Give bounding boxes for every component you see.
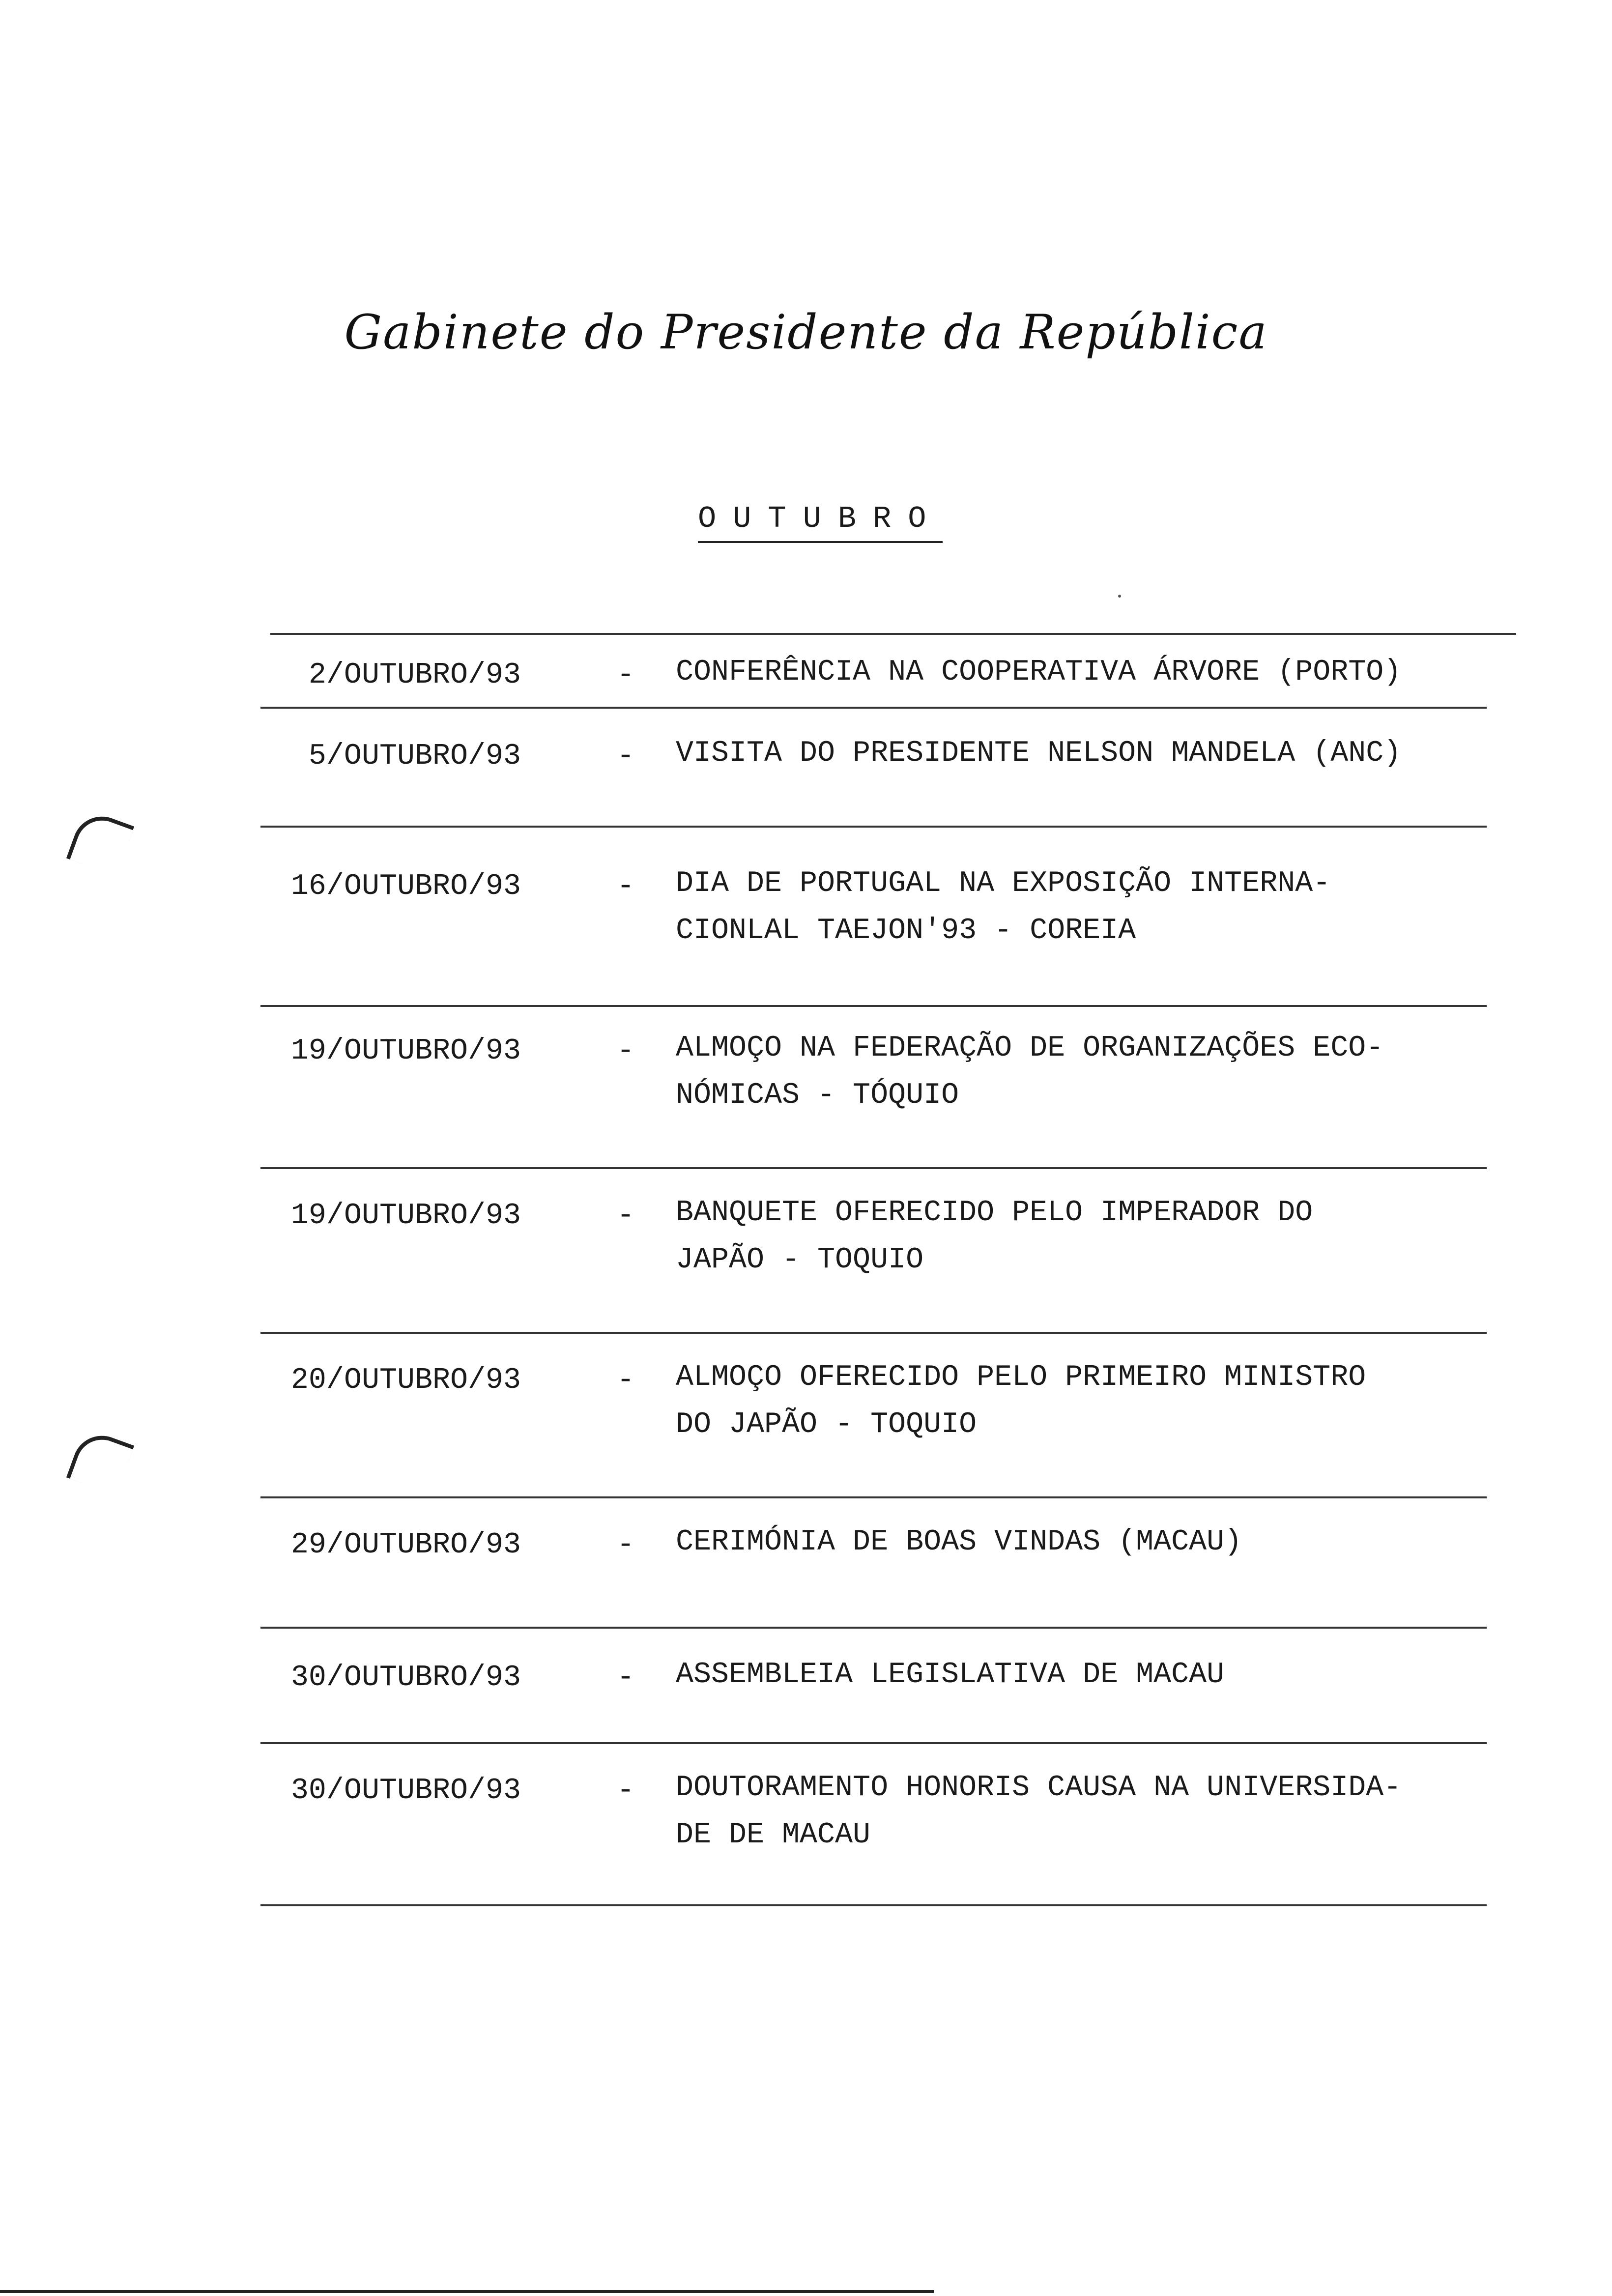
event-description-line: ASSEMBLEIA LEGISLATIVA DE MACAU (676, 1658, 1225, 1692)
month-title: OUTUBRO (698, 501, 943, 543)
bottom-edge-rule (0, 2290, 934, 2293)
event-description-line: ALMOÇO NA FEDERAÇÃO DE ORGANIZAÇÕES ECO- (676, 1032, 1384, 1065)
event-date: 2/OUTUBRO/93 (308, 659, 521, 692)
row-separator (260, 1005, 1487, 1007)
event-dash: - (617, 1774, 635, 1808)
punch-mark-bottom (66, 1428, 134, 1495)
event-date: 29/OUTUBRO/93 (290, 1528, 521, 1562)
event-date: 20/OUTUBRO/93 (290, 1364, 521, 1397)
event-dash: - (617, 1199, 635, 1233)
event-description (676, 1651, 1224, 1698)
event-description (676, 1519, 1242, 1566)
speck (1118, 595, 1121, 598)
event-dash: - (617, 870, 635, 903)
event-date: 30/OUTUBRO/93 (290, 1774, 521, 1808)
event-description-line: JAPÃO - TOQUIO (676, 1243, 924, 1277)
letterhead: Gabinete do Presidente da República (344, 305, 1268, 360)
row-separator (260, 1742, 1487, 1744)
event-description-line: DO JAPÃO - TOQUIO (676, 1408, 977, 1441)
event-description-line: ALMOÇO OFERECIDO PELO PRIMEIRO MINISTRO (676, 1361, 1366, 1394)
event-dash: - (617, 1528, 635, 1562)
event-date: 16/OUTUBRO/93 (290, 870, 521, 903)
event-date: 19/OUTUBRO/93 (290, 1034, 521, 1068)
event-description (676, 1189, 1313, 1284)
event-description (676, 1764, 1401, 1859)
row-separator (260, 1904, 1487, 1906)
event-date: 5/OUTUBRO/93 (308, 740, 521, 773)
row-separator (260, 1496, 1487, 1498)
row-separator (260, 826, 1487, 828)
event-dash: - (617, 1364, 635, 1397)
event-date: 19/OUTUBRO/93 (290, 1199, 521, 1233)
event-description-line: DOUTORAMENTO HONORIS CAUSA NA UNIVERSIDA- (676, 1771, 1402, 1805)
event-description (676, 649, 1401, 696)
top-rule (270, 633, 1516, 635)
event-description-line: DIA DE PORTUGAL NA EXPOSIÇÃO INTERNA- (676, 867, 1331, 900)
event-description (676, 1025, 1383, 1119)
row-separator (260, 1332, 1487, 1334)
event-dash: - (617, 1661, 635, 1694)
event-dash: - (617, 1034, 635, 1068)
event-description-line: BANQUETE OFERECIDO PELO IMPERADOR DO (676, 1196, 1313, 1230)
event-date: 30/OUTUBRO/93 (290, 1661, 521, 1694)
row-separator (260, 1167, 1487, 1169)
event-dash: - (617, 659, 635, 692)
event-description (676, 1354, 1366, 1448)
event-description-line: CIONLAL TAEJON'93 - COREIA (676, 914, 1136, 947)
row-separator (260, 1627, 1487, 1629)
event-description-line: CERIMÓNIA DE BOAS VINDAS (MACAU) (676, 1525, 1242, 1559)
event-description-line: DE DE MACAU (676, 1818, 871, 1852)
punch-mark-top (66, 808, 134, 876)
event-description (676, 730, 1401, 777)
event-description-line: NÓMICAS - TÓQUIO (676, 1079, 959, 1112)
event-dash: - (617, 740, 635, 773)
row-separator (260, 707, 1487, 709)
event-description (676, 860, 1330, 954)
event-description-line: VISITA DO PRESIDENTE NELSON MANDELA (ANC) (676, 737, 1402, 770)
event-description-line: CONFERÊNCIA NA COOPERATIVA ÁRVORE (PORTO) (676, 656, 1402, 689)
